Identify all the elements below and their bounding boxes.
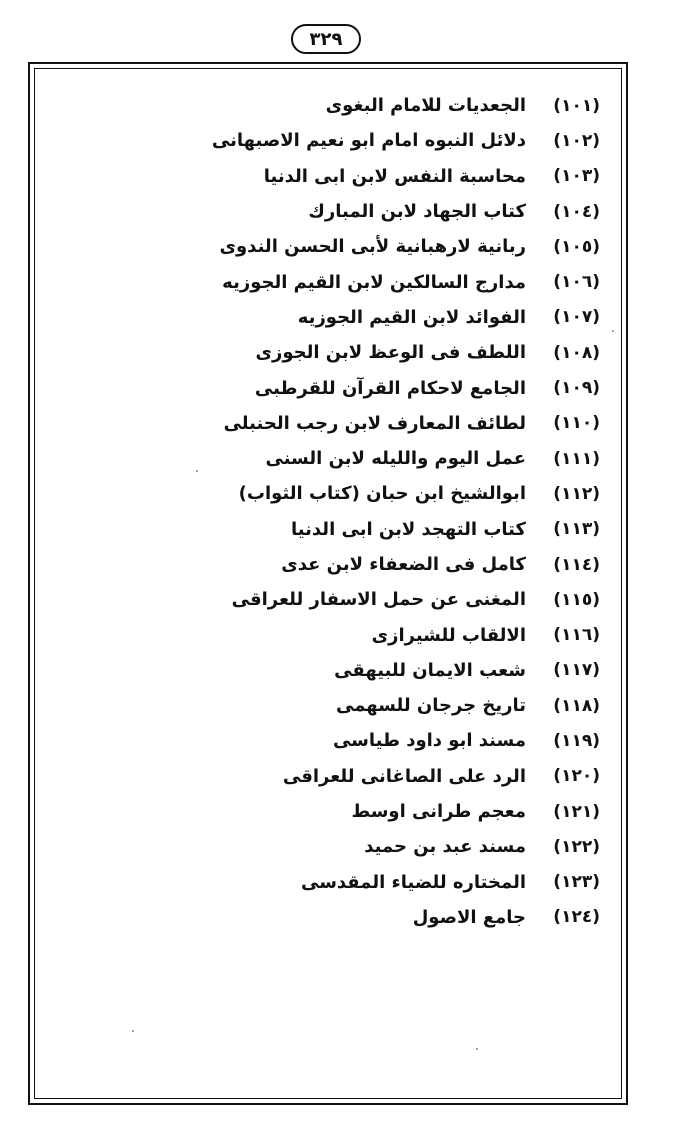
entry-title: مدارج السالكين لابن القيم الجوزيه (222, 271, 526, 293)
reference-entry (230, 723, 600, 758)
entry-title: الالقاب للشيرازى (371, 624, 526, 646)
reference-entry (222, 264, 600, 299)
entry-number: (١١١) (553, 448, 600, 469)
scan-speck (196, 470, 198, 472)
page-number (291, 24, 361, 54)
reference-entry (230, 300, 600, 335)
entry-number: (١١٨) (553, 695, 600, 716)
entry-title: شعب الايمان للبيهقى (334, 659, 526, 681)
reference-entry (219, 229, 600, 264)
entry-title: محاسبة النفس لابن ابى الدنيا (263, 165, 526, 187)
entry-title: عمل اليوم والليله لابن السنى (265, 448, 526, 470)
entry-number: (١٢٠) (553, 766, 600, 787)
reference-entry (230, 829, 600, 864)
reference-entry (230, 653, 600, 688)
entry-number: (١٠٣) (553, 166, 600, 187)
entry-title: الجامع لاحكام القرآن للقرطبى (254, 377, 526, 399)
entry-title: كتاب الجهاد لابن المبارك (308, 201, 526, 223)
entry-title: الفوائد لابن القيم الجوزيه (297, 306, 526, 328)
entry-number: (١٢١) (553, 801, 600, 822)
entry-title: كتاب التهجد لابن ابى الدنيا (291, 518, 526, 540)
entry-number: (١١٠) (553, 413, 600, 434)
entry-number: (١٠٧) (553, 307, 600, 328)
entry-title: مسند عبد بن حميد (364, 836, 526, 858)
entry-number: (١٠٦) (553, 272, 600, 293)
reference-list (211, 88, 600, 935)
reference-entry (230, 159, 600, 194)
entry-number: (١١٢) (553, 483, 600, 504)
entry-number: (١٢٢) (553, 836, 600, 857)
entry-title: المغنى عن حمل الاسفار للعراقى (231, 589, 526, 611)
entry-title: دلائل النبوه امام ابو نعيم الاصبهانى (211, 130, 526, 152)
entry-number: (١٢٤) (553, 907, 600, 928)
entry-title: كامل فى الضعفاء لابن عدى (281, 554, 526, 575)
reference-entry (230, 582, 600, 617)
entry-title: مسند ابو داود طياسى (332, 730, 526, 752)
entry-number: (١٠٩) (553, 378, 600, 399)
entry-title: لطائف المعارف لابن رجب الحنبلى (223, 412, 526, 434)
reference-entry (230, 335, 600, 370)
entry-number: (١١٦) (553, 625, 600, 646)
entry-number: (١٠١) (553, 95, 600, 116)
entry-number: (١١٣) (553, 519, 600, 540)
reference-entry (230, 547, 600, 582)
entry-number: (١١٥) (553, 589, 600, 610)
entry-title: اللطف فى الوعظ لابن الجوزى (255, 342, 526, 364)
entry-title: تاريخ جرجان للسهمى (336, 695, 526, 717)
entry-number: (١٠٥) (553, 236, 600, 257)
entry-number: (١٢٣) (553, 872, 600, 893)
reference-entry (230, 194, 600, 229)
scan-speck (132, 1030, 134, 1032)
entry-title: ابوالشيخ ابن حبان (كتاب الثواب) (238, 483, 526, 505)
entry-number: (١٠٢) (553, 130, 600, 151)
scan-speck (476, 1048, 478, 1050)
entry-number: (١٠٤) (553, 201, 600, 222)
reference-entry (230, 476, 600, 511)
scan-speck (612, 330, 614, 332)
reference-entry (230, 688, 600, 723)
entry-number: (١١٤) (553, 554, 600, 575)
reference-entry (230, 370, 600, 405)
page-number-text: ٣٢٩ (309, 28, 343, 50)
entry-title: الجعديات للامام البغوى (325, 95, 526, 117)
reference-entry (230, 512, 600, 547)
entry-title: الرد على الصاغانى للعراقى (282, 765, 526, 787)
entry-title: معجم طرانى اوسط (351, 801, 526, 823)
reference-entry (230, 794, 600, 829)
reference-entry (230, 441, 600, 476)
reference-entry (230, 900, 600, 935)
reference-entry (230, 865, 600, 900)
entry-number: (١١٧) (553, 660, 600, 681)
entry-number: (١٠٨) (553, 342, 600, 363)
reference-entry (223, 406, 600, 441)
entry-number: (١١٩) (553, 730, 600, 751)
reference-entry (230, 617, 600, 652)
entry-title: المختاره للضياء المقدسى (300, 871, 526, 893)
reference-entry (211, 123, 600, 158)
reference-entry (230, 88, 600, 123)
entry-title: ربانية لارهبانية لأبى الحسن الندوى (219, 236, 526, 258)
reference-entry (230, 759, 600, 794)
entry-title: جامع الاصول (412, 906, 526, 928)
